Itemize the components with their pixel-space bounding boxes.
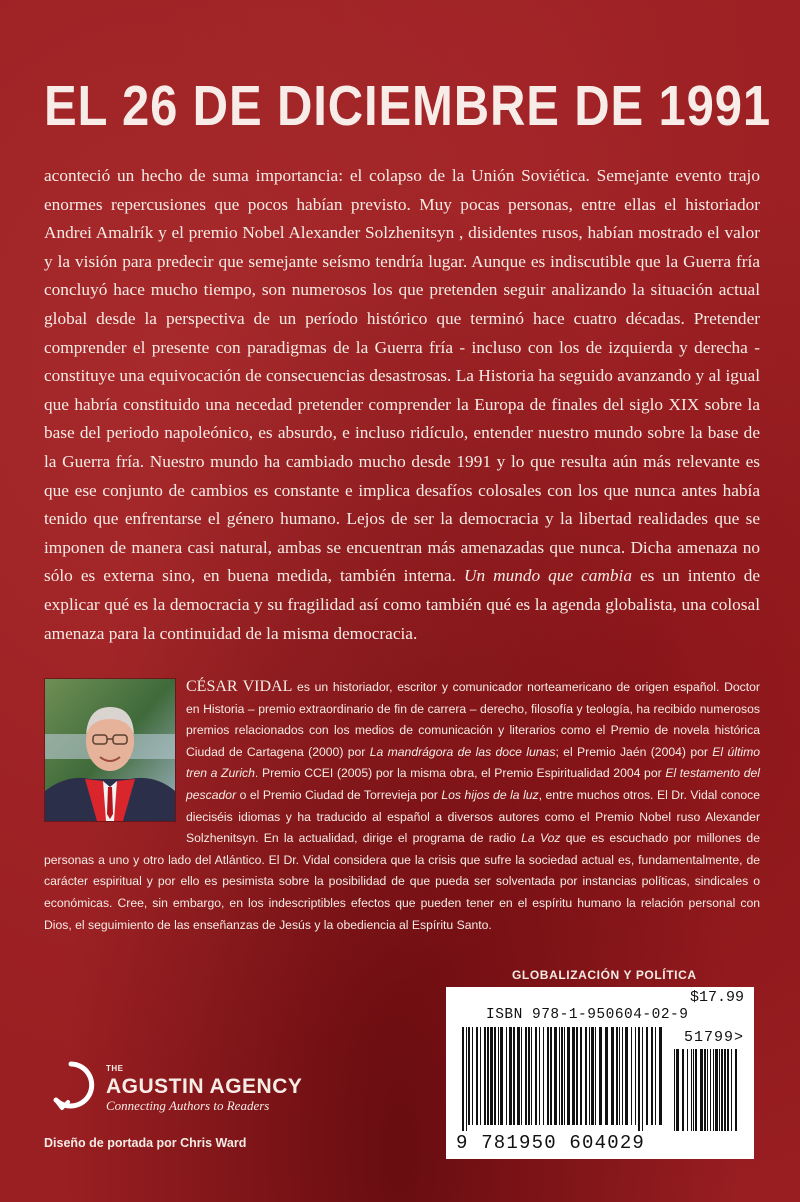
barcode-addon-bar: [693, 1049, 694, 1131]
barcode-addon-bar: [715, 1049, 718, 1131]
author-bio: [44, 676, 760, 936]
bio-book-2: El último tren a Zurich: [186, 744, 760, 781]
barcode-bar: [547, 1027, 549, 1125]
agency-name: AGUSTIN AGENCY: [106, 1075, 303, 1098]
agency-tagline: Connecting Authors to Readers: [106, 1098, 270, 1113]
bio-book-3: El testamento del pescador: [186, 766, 760, 802]
barcode-image: [460, 1027, 744, 1131]
barcode-bar: [659, 1027, 662, 1125]
barcode-bar: [638, 1027, 640, 1131]
barcode-addon-bar: [721, 1049, 723, 1131]
book-title-italic: Un mundo que cambia: [463, 566, 632, 586]
barcode-bar: [631, 1027, 632, 1125]
barcode-bar: [506, 1027, 507, 1125]
barcode-addon-bar: [719, 1049, 720, 1131]
price-label: $17.99: [689, 989, 744, 1006]
barcode-bar: [572, 1027, 575, 1125]
barcode-addon-bar: [713, 1049, 714, 1131]
bio-part-5: , entre muchos otros. El Dr. Vidal conoce dieciséis idiomas y ha traducido al español a diversos autores como el Premio Nobel ruso Alexander Solzhenitsyn. En la actualidad, dirige el programa de radio: [186, 787, 760, 846]
barcode-bar: [589, 1027, 590, 1125]
barcode-bar: [595, 1027, 596, 1125]
bio-book-1: La mandrágora de las doce lunas: [369, 744, 556, 759]
synopsis-part-1: aconteció un hecho de suma importancia: el colapso de la Unión Soviética. Semejante evento trajo enormes repercusiones que pocos habían previsto. Muy pocas personas, entre ellas el historiador Andrei Amalrík y el premio Nobel Alexander Solzhenitsyn , disidentes rusos, habían mostrado el valor y la visión para predecir que semejante seísmo tendría lugar. Aunque es indiscutible que la Guerra fría concluyó hace mucho tiempo, son numerosos los que pretenden seguir analizando la situación actual global desde la perspectiva de un período histórico que terminó hace cuatro décadas. Pretender comprender el presente con paradigmas de la Guerra fría - incluso con los de izquierda y derecha - constituye una equivocación de consecuencias desastrosas. La Historia ha seguido avanzando y al igual que habría constituido una necedad pretender comprender la Europa de finales del siglo XIX sobre la base del periodo napoleónico, es absurdo, e incluso ridículo, entender nuestro mundo sobre la base de la Guerra fría. Nuestro mundo ha cambiado mucho desde 1991 y lo que resulta aún más relevante es que ese conjunto de cambios es constante e implica desafíos colosales con los que nunca antes había tenido que enfrentarse el género humano. Lejos de ser la democracia y la libertad realidades que se imponen de manera casi natural, ambas se encuentran más amenazadas que nunca. Dicha amenaza no sólo es externa sino, en buena medida, también interna.: [44, 166, 760, 586]
author-name: CÉSAR VIDAL: [186, 678, 293, 695]
cover-design-credit: Diseño de portada por Chris Ward: [44, 1136, 247, 1150]
barcode-bar: [622, 1027, 623, 1125]
barcode-addon-bar: [700, 1049, 703, 1131]
bio-part-3: . Premio CCEI (2005) por la misma obra, el Premio Espiritualidad 2004 por: [254, 766, 666, 781]
barcode-bar: [539, 1027, 540, 1125]
barcode-bar: [476, 1027, 478, 1125]
barcode-bar: [550, 1027, 552, 1125]
barcode-bar: [580, 1027, 582, 1125]
barcode-bar: [528, 1027, 530, 1125]
barcode-bar: [616, 1027, 618, 1125]
barcode-addon-bar: [674, 1049, 675, 1131]
barcode-bar: [535, 1027, 537, 1125]
barcode-bar: [462, 1027, 464, 1131]
price-code: 51799>: [683, 1029, 744, 1046]
barcode-bar: [576, 1027, 578, 1125]
barcode-addon-bar: [687, 1049, 688, 1131]
barcode-bar: [498, 1027, 499, 1125]
bio-book-4: Los hijos de la luz: [441, 787, 539, 802]
bio-radio-show: La Voz: [521, 831, 561, 846]
barcode-bar: [472, 1027, 473, 1125]
photo-spacer: [44, 676, 186, 848]
cover-headline: EL 26 DE DICIEMBRE DE 1991: [44, 74, 772, 138]
synopsis-part-2: es un intento de explicar qué es la democracia y su fragilidad así como también qué es la agenda globalista, una colosal amenaza para la continuidad de la misma democracia.: [44, 566, 761, 643]
barcode-bar: [559, 1027, 560, 1125]
barcode-bar: [543, 1027, 544, 1125]
barcode-addon-bar: [724, 1049, 726, 1131]
bio-part-2: ; el Premio Jaén (2004) por: [555, 744, 713, 759]
barcode-bar: [567, 1027, 570, 1125]
bio-part-1: es un historiador, escritor y comunicador norteamericano de origen español. Doctor en Historia – premio extraordinario de fin de carrera – derecho, filosofía y teología, ha recibido numerosos premios relacionados con los medios de comunicación y literarios como el Premio de novela histórica Ciudad de Cartagena (2000) por: [186, 680, 760, 759]
barcode-bar: [484, 1027, 486, 1125]
agency-the: THE: [106, 1064, 124, 1073]
barcode-addon-bar: [735, 1049, 737, 1131]
isbn-digits: 9 781950 604029: [456, 1132, 646, 1154]
publisher-agency: [44, 1058, 344, 1118]
barcode-addon-bar: [710, 1049, 711, 1131]
agency-logo-icon: [44, 1058, 98, 1112]
barcode-addon-bar: [676, 1049, 679, 1131]
synopsis-text: [44, 162, 760, 648]
barcode-panel: [446, 987, 754, 1159]
barcode-bar: [466, 1027, 467, 1131]
barcode-addon-bar: [695, 1049, 697, 1131]
barcode-addon-bar: [691, 1049, 692, 1131]
barcode-bar: [619, 1027, 620, 1125]
barcode-bar: [642, 1027, 643, 1131]
barcode-addon-bar: [727, 1049, 729, 1131]
barcode-bar: [480, 1027, 481, 1125]
barcode-bar: [500, 1027, 503, 1125]
barcode-bar: [525, 1027, 527, 1125]
barcode-bar: [564, 1027, 565, 1125]
barcode-addon-bar: [731, 1049, 732, 1131]
barcode-bar: [591, 1027, 594, 1125]
barcode-bar: [611, 1027, 614, 1125]
barcode-addon-bar: [682, 1049, 684, 1131]
isbn-label: ISBN 978-1-950604-02-9: [486, 1007, 689, 1023]
barcode-bar: [625, 1027, 628, 1125]
barcode-bar: [599, 1027, 602, 1125]
barcode-bar: [517, 1027, 520, 1125]
barcode-bar: [513, 1027, 515, 1125]
barcode-bar: [655, 1027, 656, 1125]
barcode-bar: [651, 1027, 653, 1125]
barcode-bar: [487, 1027, 489, 1125]
barcode-bar: [494, 1027, 496, 1125]
category-label: GLOBALIZACIÓN Y POLÍTICA: [512, 968, 697, 982]
barcode-bar: [554, 1027, 557, 1125]
barcode-bar: [490, 1027, 493, 1125]
barcode-bar: [605, 1027, 608, 1125]
barcode-bar: [646, 1027, 648, 1125]
barcode-addon-bar: [707, 1049, 708, 1131]
bio-part-6: que es escuchado por millones de personas a uno y otro lado del Atlántico. El Dr. Vidal considera que la crisis que sufre la sociedad actual es, fundamentalmente, de carácter espiritual y por ello es pesimista sobre la posibilidad de que pueda ser solventada por instancias políticas, sindicales o económicas. Cree, sin embargo, en los indescriptibles efectos que pueden tener en el espíritu humano la relación personal con Dios, el seguimiento de las enseñanzas de Jesús y la obediencia al Espíritu Santo.: [44, 831, 760, 932]
bio-part-4: o el Premio Ciudad de Torrevieja por: [236, 787, 442, 802]
barcode-bar: [468, 1027, 470, 1125]
barcode-bar: [531, 1027, 532, 1125]
barcode-bar: [521, 1027, 522, 1125]
barcode-addon-bar: [704, 1049, 706, 1131]
barcode-bar: [635, 1027, 636, 1125]
barcode-bar: [509, 1027, 512, 1125]
barcode-bar: [561, 1027, 563, 1125]
barcode-bar: [585, 1027, 587, 1125]
